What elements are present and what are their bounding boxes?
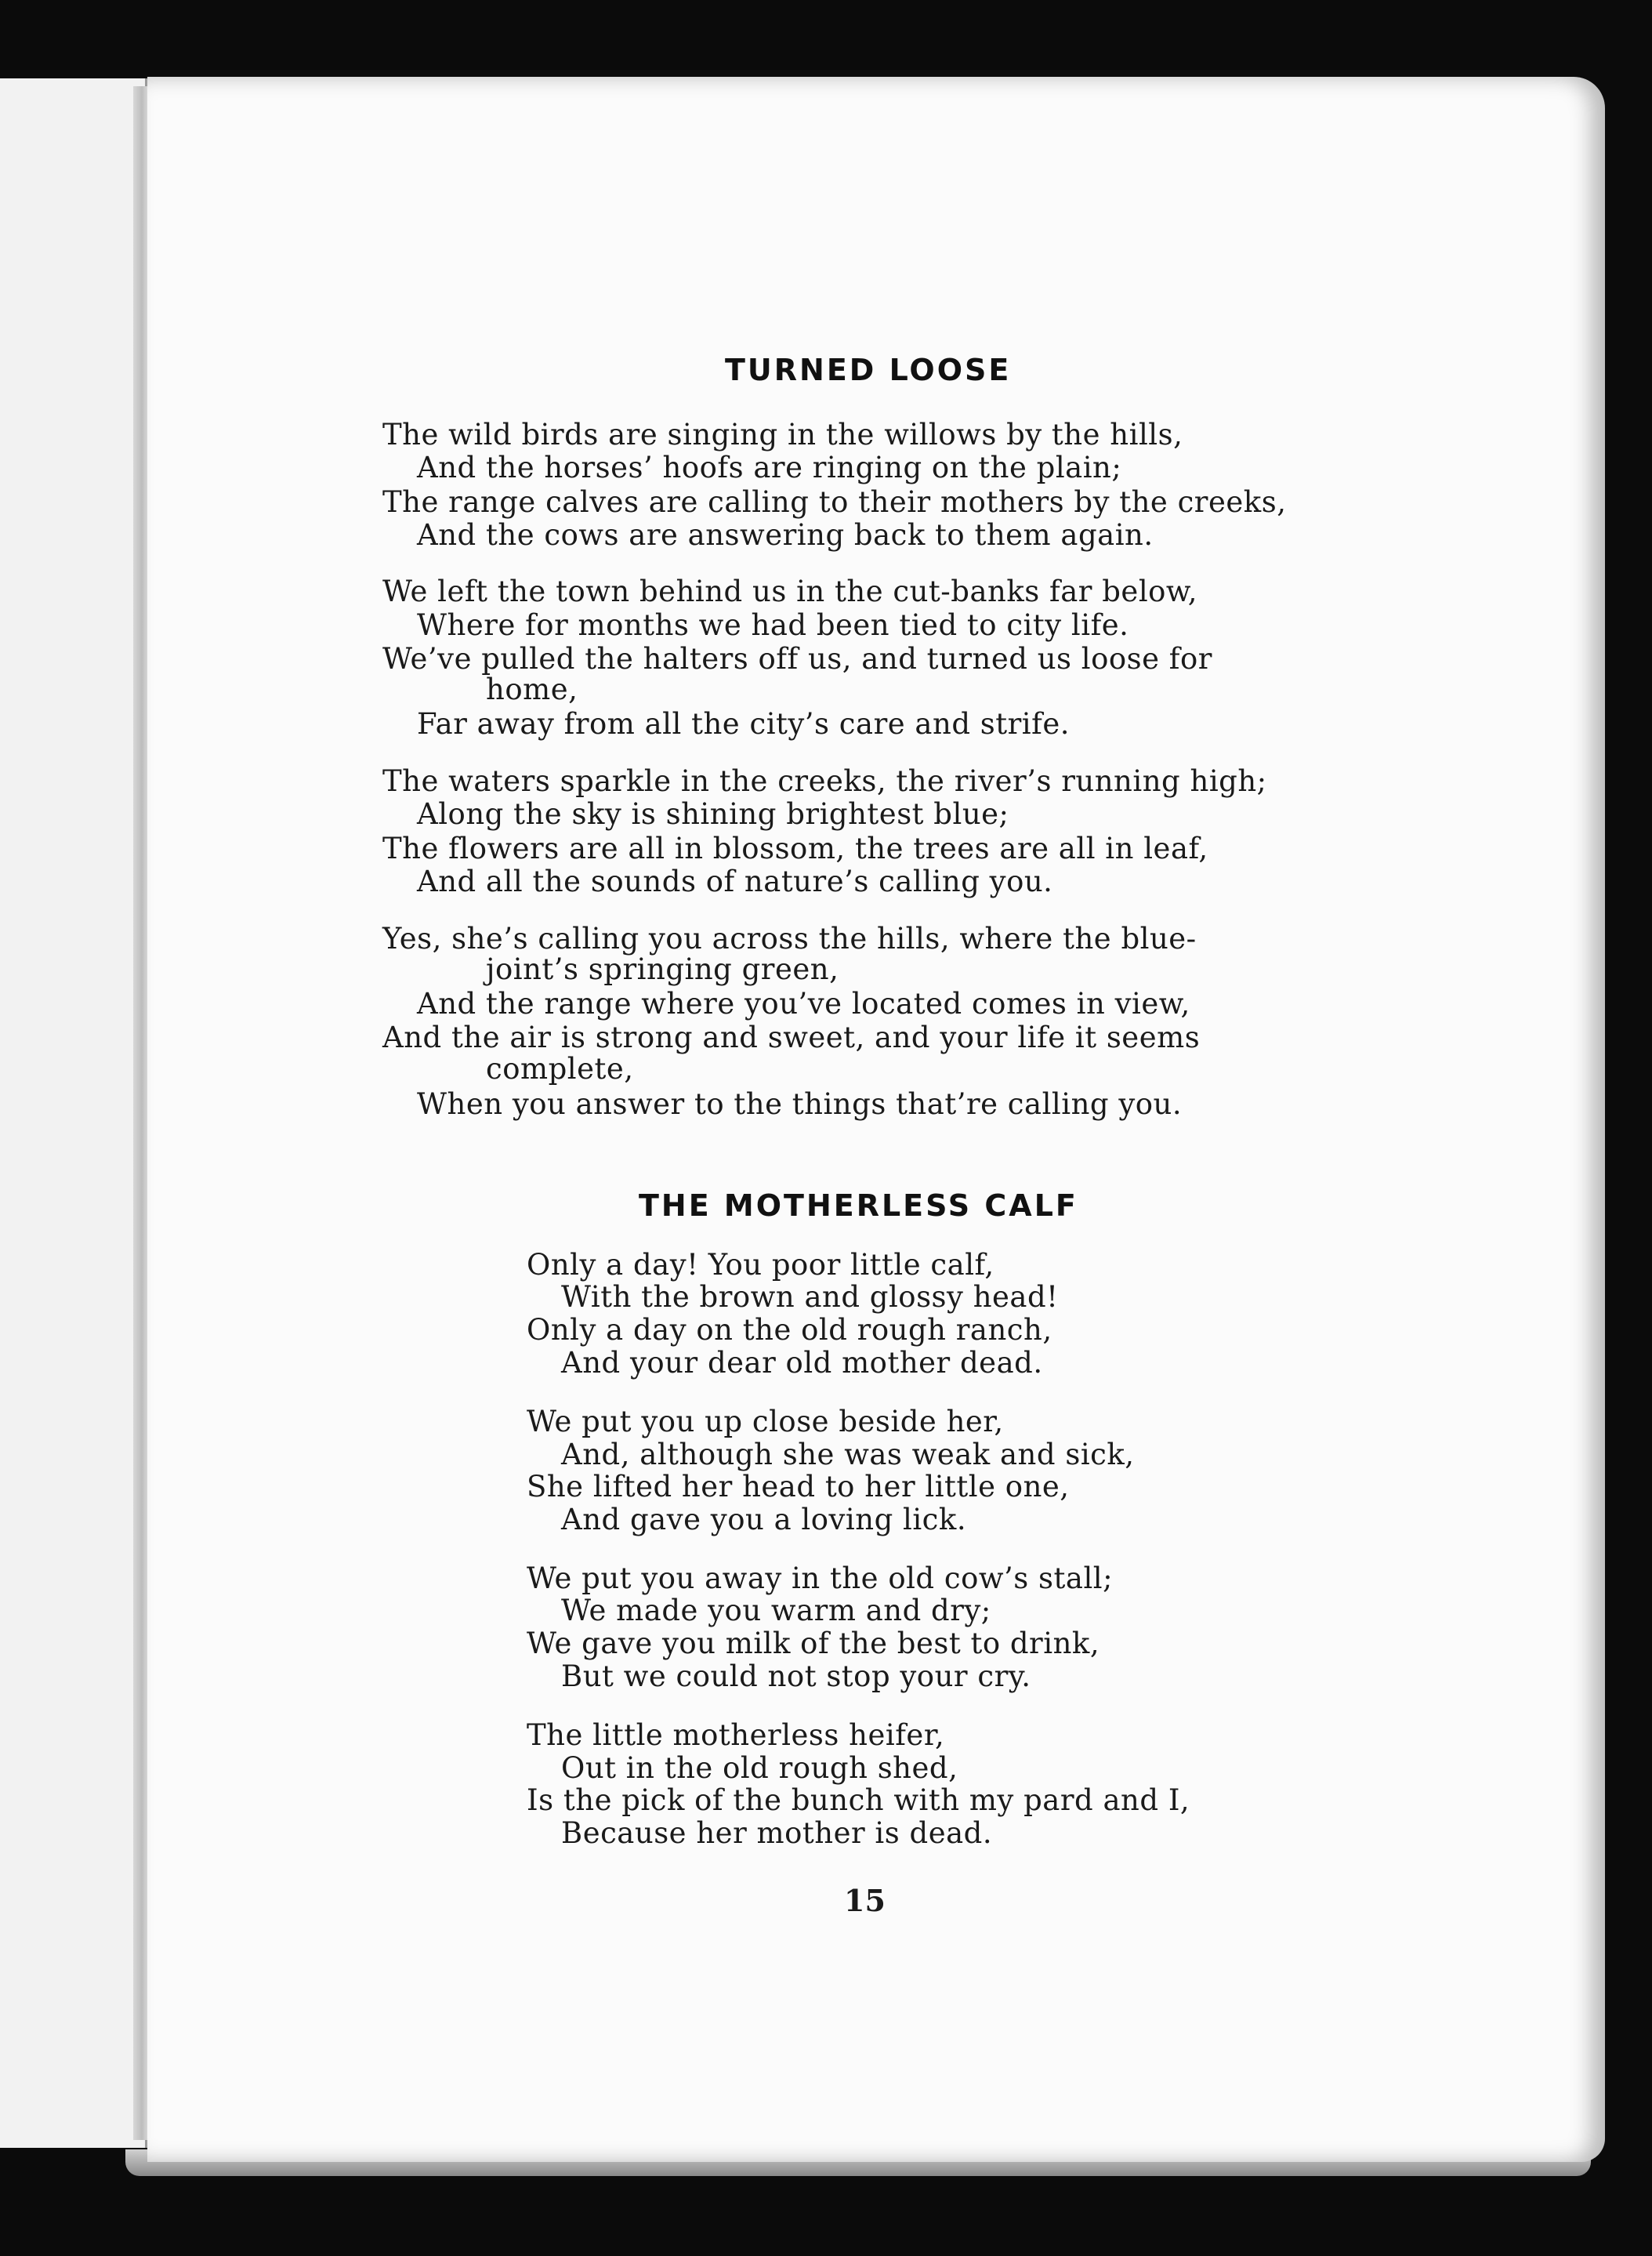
- poem-line: joint’s springing green,: [486, 952, 839, 986]
- poem-line: We’ve pulled the halters off us, and turned us loose for: [382, 642, 1212, 676]
- poem-line: And the cows are answering back to them again.: [417, 518, 1154, 552]
- poem-line: And the horses’ hoofs are ringing on the plain;: [417, 451, 1122, 484]
- poem-line: When you answer to the things that’re calling you.: [417, 1087, 1183, 1121]
- poem-line: The waters sparkle in the creeks, the river’s running high;: [382, 764, 1267, 798]
- poem-line: Is the pick of the bunch with my pard and I,: [527, 1783, 1190, 1817]
- poem-line: And all the sounds of nature’s calling you.: [417, 865, 1053, 898]
- poem-title-turned-loose: TURNED LOOSE: [725, 353, 1012, 387]
- poem-line: Out in the old rough shed,: [561, 1751, 958, 1785]
- poem-line: But we could not stop your cry.: [561, 1659, 1031, 1693]
- poem-line: We left the town behind us in the cut-banks far below,: [382, 575, 1197, 608]
- poem-line: And the air is strong and sweet, and your life it seems: [382, 1021, 1201, 1054]
- poem-line: Only a day on the old rough ranch,: [527, 1313, 1052, 1347]
- poem-title-motherless-calf: THE MOTHERLESS CALF: [639, 1188, 1078, 1223]
- poem-line: We made you warm and dry;: [561, 1594, 991, 1627]
- poem-line: We put you up close beside her,: [527, 1405, 1004, 1438]
- poem-line: And the range where you’ve located comes in view,: [417, 987, 1190, 1021]
- poem-line: The range calves are calling to their mothers by the creeks,: [382, 485, 1287, 519]
- poem-line: And your dear old mother dead.: [561, 1346, 1043, 1380]
- poem-line: Along the sky is shining brightest blue;: [417, 797, 1009, 831]
- poem-line: She lifted her head to her little one,: [527, 1470, 1070, 1503]
- poem-line: Because her mother is dead.: [561, 1816, 993, 1850]
- poem-line: Yes, she’s calling you across the hills, where the blue-: [382, 922, 1197, 956]
- facing-page-edge: [0, 78, 150, 2148]
- poem-line: Far away from all the city’s care and strife.: [417, 707, 1070, 741]
- poem-line: complete,: [486, 1052, 634, 1086]
- poem-line: We put you away in the old cow’s stall;: [527, 1561, 1114, 1595]
- poem-line: With the brown and glossy head!: [561, 1280, 1059, 1314]
- page-number: 15: [844, 1883, 886, 1918]
- poem-line: And gave you a loving lick.: [561, 1503, 967, 1536]
- poem-line: And, although she was weak and sick,: [561, 1438, 1135, 1471]
- poem-line: Where for months we had been tied to city life.: [417, 608, 1129, 642]
- poem-line: The wild birds are singing in the willows by the hills,: [382, 418, 1183, 452]
- poem-line: The little motherless heifer,: [527, 1718, 945, 1752]
- poem-line: home,: [486, 673, 578, 706]
- poem-line: We gave you milk of the best to drink,: [527, 1627, 1100, 1660]
- poem-line: Only a day! You poor little calf,: [527, 1248, 994, 1282]
- poem-line: The flowers are all in blossom, the trees are all in leaf,: [382, 832, 1208, 865]
